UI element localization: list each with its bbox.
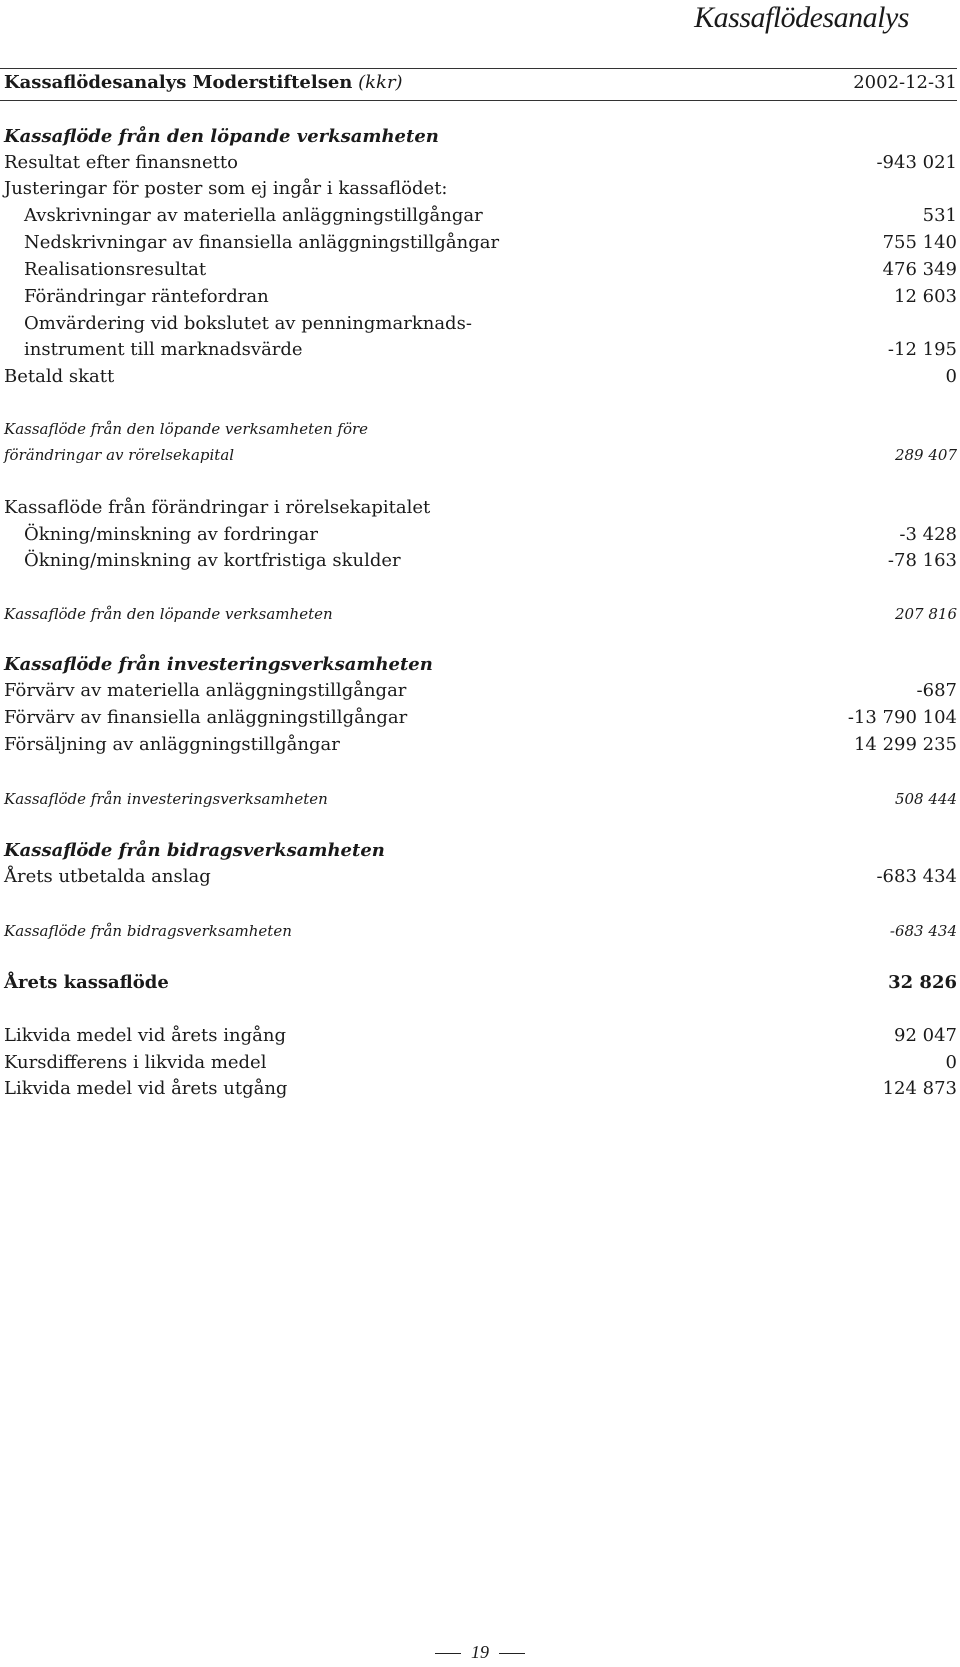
row-label: Justeringar för poster som ej ingår i kassaflödet:	[4, 178, 448, 199]
row-label: Likvida medel vid årets utgång	[4, 1078, 288, 1099]
row-value: 531	[922, 205, 957, 226]
total-label: Årets kassaflöde	[4, 972, 169, 993]
row-value: 92 047	[894, 1025, 957, 1046]
header-rule-top	[0, 68, 957, 69]
subtotal-label: Kassaflöde från den löpande verksamheten före	[4, 420, 369, 438]
row-value: 12 603	[894, 286, 957, 307]
row-acquisition-financial	[4, 705, 957, 731]
row-depreciation	[4, 203, 957, 229]
row-label: Nedskrivningar av finansiella anläggningstillgångar	[24, 232, 500, 253]
row-result-after-financial	[4, 150, 957, 176]
row-interest-receivable	[4, 284, 957, 310]
subtotal-value: -683 434	[889, 922, 957, 940]
row-label: Avskrivningar av materiella anläggningstillgångar	[24, 205, 483, 226]
section-heading-working-capital	[4, 495, 957, 521]
row-label: Likvida medel vid årets ingång	[4, 1025, 286, 1046]
row-label: Årets utbetalda anslag	[4, 866, 211, 887]
row-value: 0	[945, 1052, 957, 1073]
subtotal-value: 289 407	[894, 446, 957, 464]
row-value: 476 349	[882, 259, 957, 280]
row-label: Omvärdering vid bokslutet av penningmarknads-	[24, 313, 472, 334]
subtotal-label: Kassaflöde från den löpande verksamheten	[4, 605, 333, 623]
section-heading-operating	[4, 124, 957, 150]
statement-title	[4, 70, 403, 96]
row-value: -687	[916, 680, 957, 701]
row-label: Förvärv av materiella anläggningstillgångar	[4, 680, 407, 701]
row-sale-fixed-assets	[4, 732, 957, 758]
table-header	[4, 70, 957, 96]
subtotal-operating-before-line1	[4, 416, 957, 442]
row-label: Resultat efter finansnetto	[4, 152, 238, 173]
page-number	[0, 1640, 960, 1664]
section-heading-label: Kassaflöde från förändringar i rörelsekapitalet	[4, 497, 431, 518]
statement-unit: (kkr)	[358, 72, 403, 93]
total-value: 32 826	[888, 972, 957, 993]
row-receivables-change	[4, 522, 957, 548]
row-value: -13 790 104	[847, 707, 957, 728]
row-adjustments-heading	[4, 176, 957, 202]
section-heading-grants	[4, 838, 957, 864]
row-label: Ökning/minskning av kortfristiga skulder	[24, 550, 401, 571]
row-value: -12 195	[887, 339, 957, 360]
row-value: 124 873	[882, 1078, 957, 1099]
subtotal-operating-before-line2	[4, 442, 957, 468]
total-cash-flow	[4, 970, 957, 996]
row-value: -683 434	[876, 866, 957, 887]
row-grants-paid	[4, 864, 957, 890]
subtotal-value: 508 444	[894, 790, 957, 808]
statement-title-text: Kassaflödesanalys Moderstiftelsen	[4, 72, 353, 93]
section-heading-label: Kassaflöde från den löpande verksamheten	[4, 126, 439, 147]
row-value: -3 428	[899, 524, 957, 545]
row-liabilities-change	[4, 548, 957, 574]
section-heading-label: Kassaflöde från bidragsverksamheten	[4, 840, 385, 861]
row-label: Realisationsresultat	[24, 259, 207, 280]
page-number-dash-right	[499, 1653, 525, 1654]
row-realisation-result	[4, 257, 957, 283]
row-acquisition-tangible	[4, 678, 957, 704]
row-tax-paid	[4, 364, 957, 390]
row-label: Ökning/minskning av fordringar	[24, 524, 319, 545]
row-label: Förvärv av finansiella anläggningstillgångar	[4, 707, 408, 728]
row-value: -78 163	[887, 550, 957, 571]
subtotal-grants	[4, 918, 957, 944]
section-heading-investing	[4, 652, 957, 678]
row-label: instrument till marknadsvärde	[24, 339, 303, 360]
subtotal-label: förändringar av rörelsekapital	[4, 446, 235, 464]
row-value: 0	[945, 366, 957, 387]
subtotal-operating	[4, 601, 957, 627]
row-impairment	[4, 230, 957, 256]
row-label: Förändringar räntefordran	[24, 286, 269, 307]
section-heading-label: Kassaflöde från investeringsverksamheten	[4, 654, 433, 675]
row-fx-difference	[4, 1050, 957, 1076]
row-label: Kursdifferens i likvida medel	[4, 1052, 267, 1073]
row-value: -943 021	[876, 152, 957, 173]
subtotal-label: Kassaflöde från bidragsverksamheten	[4, 922, 292, 940]
row-revaluation-line2	[4, 337, 957, 363]
running-head: Kassaflödesanalys	[694, 1, 909, 34]
page-number-dash-left	[435, 1653, 461, 1654]
row-liquid-opening	[4, 1023, 957, 1049]
subtotal-value: 207 816	[894, 605, 957, 623]
header-rule-bottom	[0, 100, 957, 101]
statement-date: 2002-12-31	[853, 72, 957, 93]
row-label: Betald skatt	[4, 366, 115, 387]
row-liquid-closing	[4, 1076, 957, 1102]
row-value: 14 299 235	[853, 734, 957, 755]
subtotal-investing	[4, 786, 957, 812]
row-label: Försäljning av anläggningstillgångar	[4, 734, 340, 755]
row-revaluation-line1	[4, 311, 957, 337]
page-number-text: 19	[471, 1642, 489, 1662]
subtotal-label: Kassaflöde från investeringsverksamheten	[4, 790, 328, 808]
row-value: 755 140	[882, 232, 957, 253]
